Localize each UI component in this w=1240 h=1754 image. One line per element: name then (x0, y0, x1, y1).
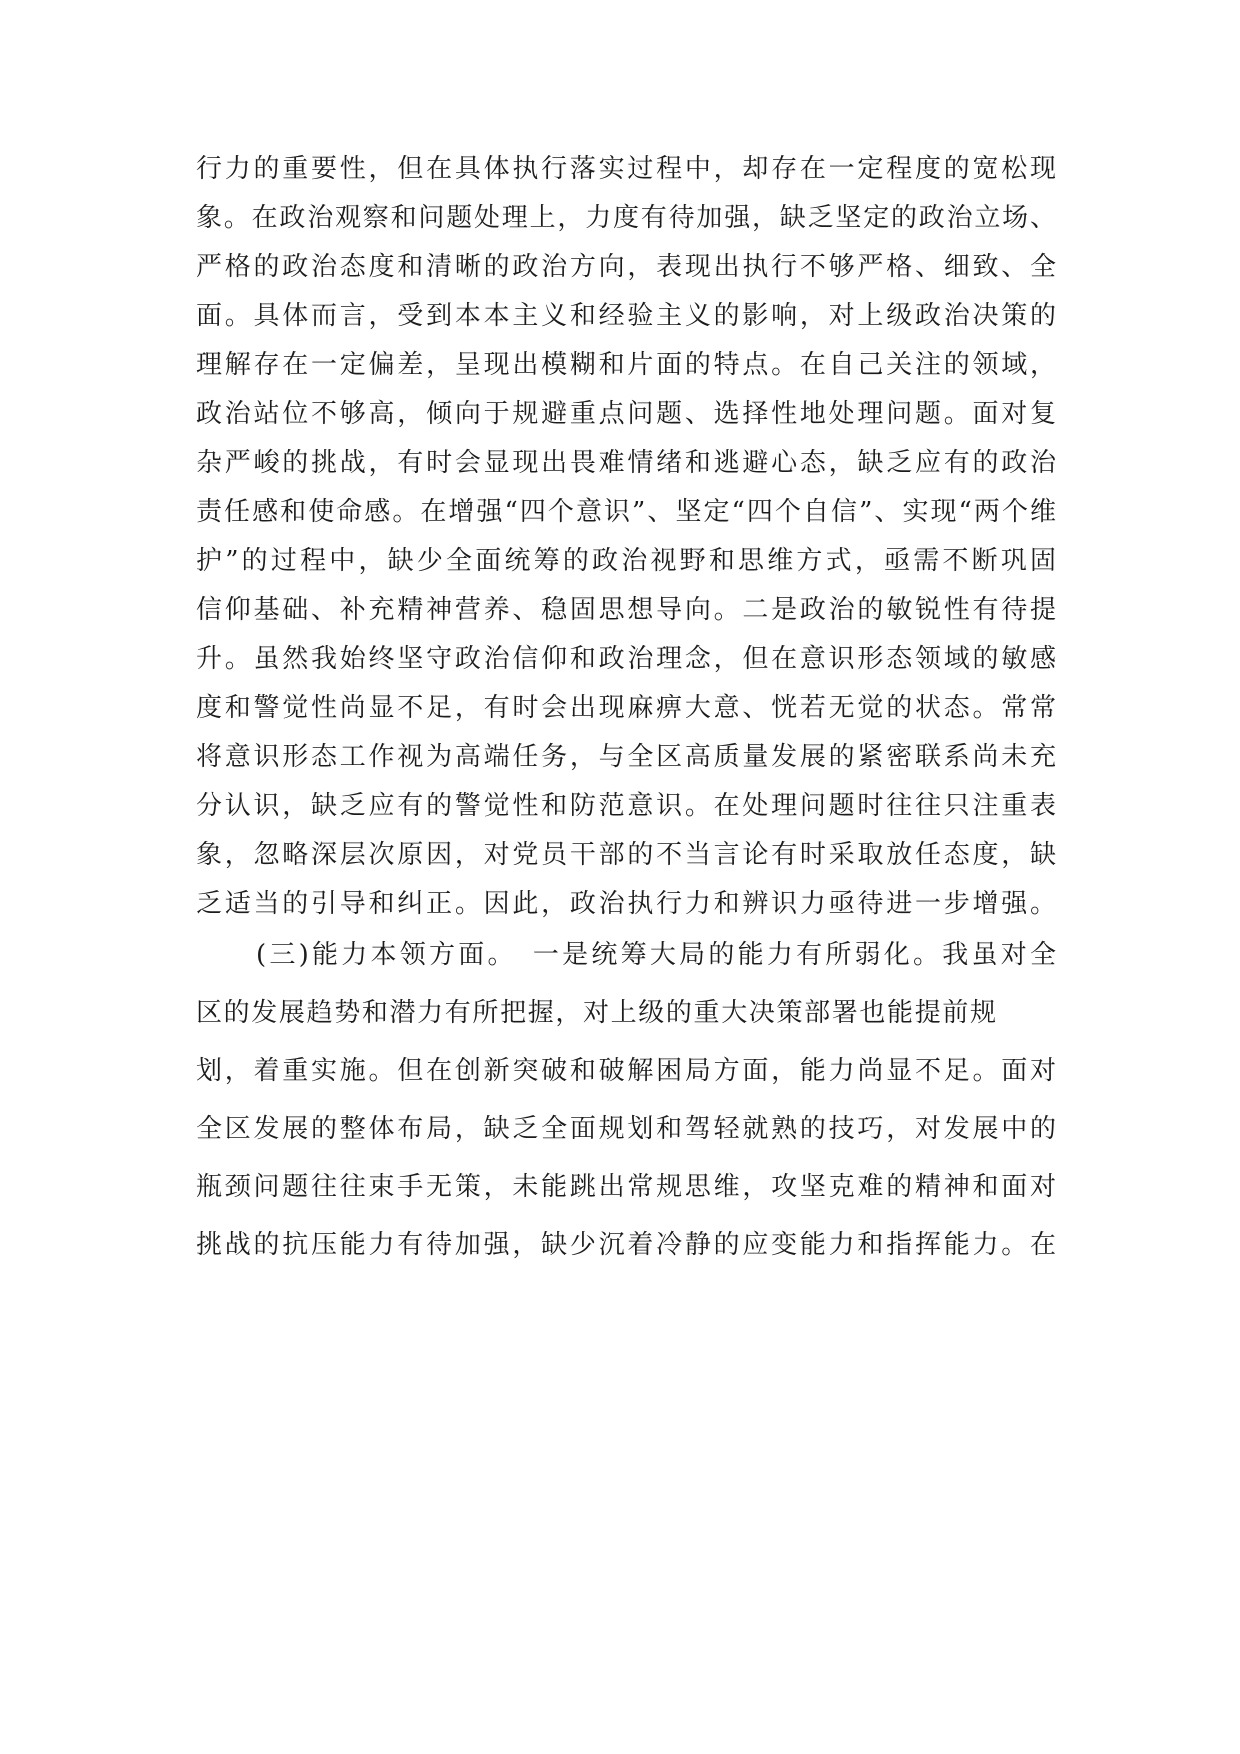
text-line: 杂严峻的挑战，有时会显现出畏难情绪和逃避心态，缺乏应有的政治 (196, 448, 1056, 478)
text-line: 将意识形态工作视为高端任务，与全区高质量发展的紧密联系尚未充 (196, 742, 1056, 772)
text-line: 划，着重实施。但在创新突破和破解困局方面，能力尚显不足。面对 (196, 1056, 1056, 1086)
text-line: 象。在政治观察和问题处理上，力度有待加强，缺乏坚定的政治立场、 (196, 203, 1056, 233)
text-line: 理解存在一定偏差，呈现出模糊和片面的特点。在自己关注的领域， (196, 350, 1056, 380)
text-line: 政治站位不够高，倾向于规避重点问题、选择性地处理问题。面对复 (196, 399, 1056, 429)
text-line: 全区发展的整体布局，缺乏全面规划和驾轻就熟的技巧，对发展中的 (196, 1114, 1056, 1144)
text-line: 责任感和使命感。在增强“四个意识”、坚定“四个自信”、实现“两个维 (196, 497, 1056, 527)
text-line: 面。具体而言，受到本本主义和经验主义的影响，对上级政治决策的 (196, 301, 1056, 331)
text-line: 信仰基础、补充精神营养、稳固思想导向。二是政治的敏锐性有待提 (196, 595, 1056, 625)
text-line: 瓶颈问题往往束手无策，未能跳出常规思维，攻坚克难的精神和面对 (196, 1172, 1056, 1202)
text-line: 挑战的抗压能力有待加强，缺少沉着冷静的应变能力和指挥能力。在 (196, 1230, 1056, 1260)
text-line: 区的发展趋势和潜力有所把握，对上级的重大决策部署也能提前规 (196, 998, 996, 1028)
text-line: 乏适当的引导和纠正。因此，政治执行力和辨识力亟待进一步增强。 (196, 889, 1056, 919)
text-line: 行力的重要性，但在具体执行落实过程中，却存在一定程度的宽松现 (196, 154, 1056, 184)
text-line: 护”的过程中，缺少全面统筹的政治视野和思维方式，亟需不断巩固 (196, 546, 1056, 576)
text-line: 度和警觉性尚显不足，有时会出现麻痹大意、恍若无觉的状态。常常 (196, 693, 1056, 723)
text-line: 分认识，缺乏应有的警觉性和防范意识。在处理问题时往往只注重表 (196, 791, 1056, 821)
section-heading-line: (三)能力本领方面。 一是统筹大局的能力有所弱化。我虽对全 (256, 940, 1056, 970)
text-line: 升。虽然我始终坚守政治信仰和政治理念，但在意识形态领域的敏感 (196, 644, 1056, 674)
text-line: 严格的政治态度和清晰的政治方向，表现出执行不够严格、细致、全 (196, 252, 1056, 282)
text-line: 象，忽略深层次原因，对党员干部的不当言论有时采取放任态度，缺 (196, 840, 1056, 870)
